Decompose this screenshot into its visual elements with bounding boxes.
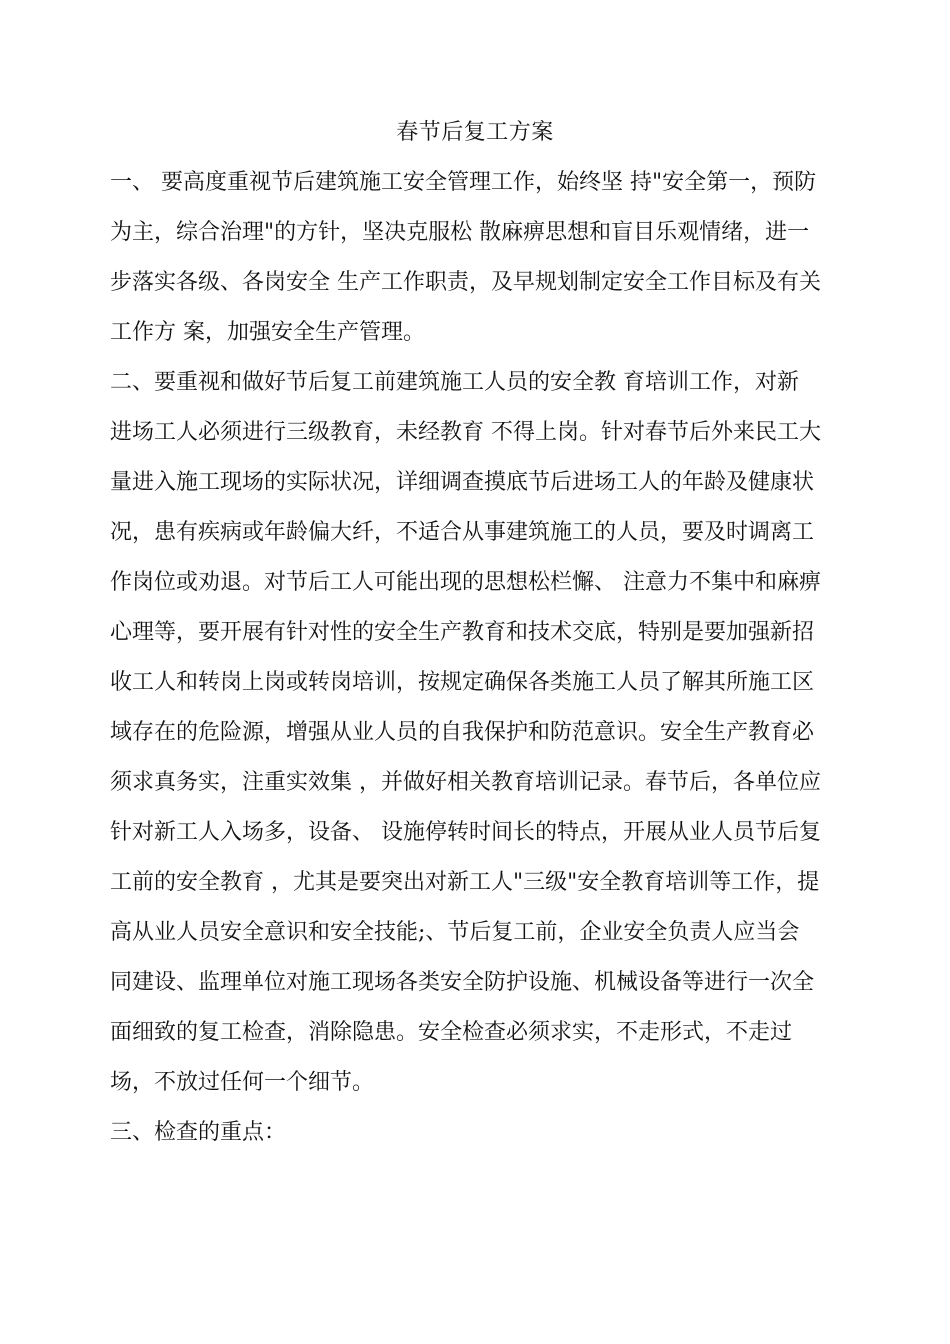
paragraph-line: 步落实各级、各岗安全 生产工作职责，及早规划制定安全工作目标及有关 [110, 270, 821, 295]
paragraph-line: 同建设、监理单位对施工现场各类安全防护设施、机械设备等进行一次全 [110, 970, 815, 995]
paragraph-line: 须求真务实，注重实效集 ，并做好相关教育培训记录。春节后，各单位应 [110, 770, 821, 795]
paragraph-line: 工作方 案，加强安全生产管理。 [110, 320, 425, 345]
paragraph-line: 进场工人必须进行三级教育，未经教育 不得上岗。针对春节后外来民工大 [110, 420, 821, 445]
section-heading: 三、检查的重点： [110, 1120, 287, 1145]
paragraph-1 [110, 158, 840, 358]
paragraph-line: 工前的安全教育 ，尤其是要突出对新工人"三级"安全教育培训等工作，提 [110, 870, 820, 895]
paragraph-2 [110, 358, 840, 1108]
paragraph-line: 心理等，要开展有针对性的安全生产教育和技术交底，特别是要加强新招 [110, 620, 815, 645]
paragraph-line: 收工人和转岗上岗或转岗培训，按规定确保各类施工人员了解其所施工区 [110, 670, 815, 695]
paragraph-line: 二、要重视和做好节后复工前建筑施工人员的安全教 育培训工作，对新 [110, 370, 799, 395]
paragraph-line: 高从业人员安全意识和安全技能;、节后复工前，企业安全负责人应当会 [110, 920, 800, 945]
paragraph-line: 场，不放过任何一个细节。 [110, 1070, 375, 1095]
paragraph-line: 域存在的危险源，增强从业人员的自我保护和防范意识。安全生产教育必 [110, 720, 815, 745]
paragraph-line: 为主，综合治理"的方针，坚决克服松 散麻痹思想和盲目乐观情绪，进一 [110, 220, 810, 245]
paragraph-line: 一、 要高度重视节后建筑施工安全管理工作，始终坚 持"安全第一，预防 [110, 170, 817, 195]
paragraph-line: 作岗位或劝退。对节后工人可能出现的思想松栏懈、 注意力不集中和麻痹 [110, 570, 821, 595]
paragraph-3 [110, 1108, 840, 1158]
paragraph-line: 量进入施工现场的实际状况，详细调查摸底节后进场工人的年龄及健康状 [110, 470, 815, 495]
paragraph-line: 面细致的复工检查，消除隐患。安全检查必须求实，不走形式，不走过 [110, 1020, 793, 1045]
paragraph-line: 针对新工人入场多，设备、 设施停转时间长的特点，开展从业人员节后复 [110, 820, 821, 845]
document-title: 春节后复工方案 [396, 120, 554, 145]
paragraph-line: 况，患有疾病或年龄偏大纤，不适合从事建筑施工的人员，要及时调离工 [110, 520, 815, 545]
